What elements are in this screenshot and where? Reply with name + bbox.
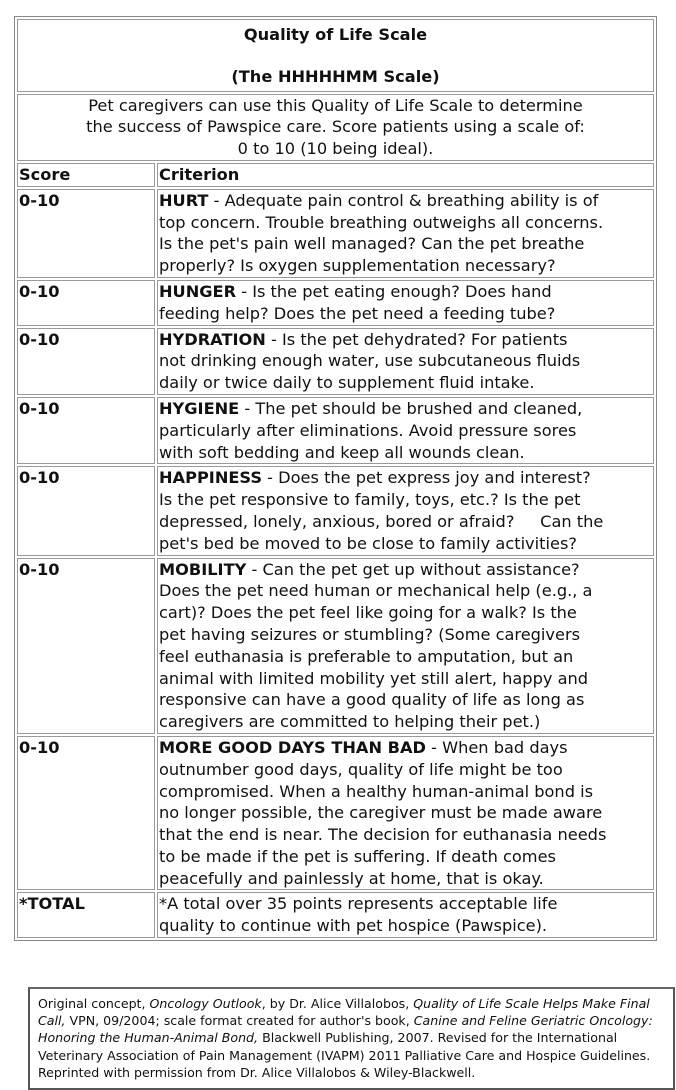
header-score: Score: [17, 163, 155, 187]
criterion-line: [159, 689, 652, 711]
criterion-text: Is the pet's pain well managed? Can the pet breathe: [159, 234, 585, 254]
criterion-line: [159, 893, 652, 915]
criterion-cell: [157, 328, 654, 395]
criterion-text: cart)? Does the pet feel like going for a walk? Is the: [159, 603, 577, 623]
quality-of-life-document: [14, 16, 657, 1080]
criterion-name: HYGIENE: [159, 398, 240, 418]
criterion-line: [159, 646, 652, 668]
score-cell: 0-10: [17, 189, 155, 278]
criterion-text: peacefully and painlessly at home, that is okay.: [159, 868, 544, 888]
criterion-text: depressed, lonely, anxious, bored or afraid? Can the: [159, 511, 604, 531]
criterion-line: [159, 489, 652, 511]
criterion-name: HUNGER: [159, 281, 237, 301]
score-cell: 0-10: [17, 397, 155, 464]
criterion-line: [159, 559, 652, 581]
criterion-text: - Does the pet express joy and interest?: [262, 468, 591, 488]
criterion-text: Is the pet responsive to family, toys, etc.? Is the pet: [159, 490, 581, 510]
criterion-line: [159, 624, 652, 646]
criterion-text: feeding help? Does the pet need a feeding tube?: [159, 303, 556, 323]
criterion-line: [159, 915, 652, 937]
criterion-text: - When bad days: [425, 737, 568, 757]
criterion-text: that the end is near. The decision for euthanasia needs: [159, 825, 607, 845]
criterion-text: daily or twice daily to supplement fluid intake.: [159, 373, 535, 393]
title-cell: [17, 19, 654, 92]
criterion-cell: [157, 280, 654, 326]
criterion-line: [159, 533, 652, 555]
criterion-line: [159, 668, 652, 690]
criterion-text: with soft bedding and keep all wounds clean.: [159, 442, 525, 462]
score-cell: 0-10: [17, 280, 155, 326]
criterion-cell: [157, 189, 654, 278]
criterion-text: pet having seizures or stumbling? (Some caregivers: [159, 624, 581, 644]
criterion-line: [159, 350, 652, 372]
criterion-name: HYDRATION: [159, 329, 266, 349]
criterion-text: feel euthanasia is preferable to amputation, but an: [159, 646, 574, 666]
table-row: [17, 328, 654, 395]
criterion-line: [159, 824, 652, 846]
criterion-line: [159, 602, 652, 624]
criterion-text: - Is the pet eating enough? Does hand: [236, 281, 552, 301]
header-criterion: Criterion: [157, 163, 654, 187]
criterion-name: MOBILITY: [159, 559, 247, 579]
intro-line: Pet caregivers can use this Quality of Life Scale to determine: [88, 95, 583, 115]
criterion-line: [159, 737, 652, 759]
page-title: Quality of Life Scale: [243, 25, 428, 44]
criterion-line: [159, 759, 652, 781]
criterion-line: [159, 511, 652, 533]
criterion-text: particularly after eliminations. Avoid pressure sores: [159, 420, 577, 440]
criterion-cell: [157, 466, 654, 555]
criterion-line: [159, 303, 652, 325]
criterion-cell: [157, 892, 654, 938]
citation-text: , by Dr. Alice Villalobos,: [261, 996, 414, 1011]
criterion-text: - Can the pet get up without assistance?: [246, 559, 580, 579]
criterion-line: [159, 212, 652, 234]
citation-text: VPN, 09/2004; scale format created for author's book,: [65, 1013, 414, 1029]
table-row: [17, 397, 654, 464]
table-row: [17, 280, 654, 326]
criterion-name: HURT: [159, 190, 209, 210]
criterion-line: [159, 420, 652, 442]
table-row: [17, 466, 654, 555]
criterion-text: - Adequate pain control & breathing ability is of: [208, 190, 599, 210]
score-cell: 0-10: [17, 466, 155, 555]
criterion-line: [159, 329, 652, 351]
criterion-text: quality to continue with pet hospice (Pawspice).: [159, 916, 548, 936]
criterion-cell: [157, 397, 654, 464]
table-row: [17, 892, 654, 938]
page-subtitle: (The HHHHHMM Scale): [231, 66, 440, 86]
criterion-text: caregivers are committed to helping their pet.): [159, 712, 541, 732]
criterion-line: [159, 233, 652, 255]
criterion-line: [159, 255, 652, 277]
citation-text: Original concept,: [38, 996, 150, 1011]
score-cell: 0-10: [17, 328, 155, 395]
criterion-text: pet's bed be moved to be close to family activities?: [159, 533, 577, 553]
criterion-text: no longer possible, the caregiver must be made aware: [159, 803, 603, 823]
criterion-line: [159, 467, 652, 489]
criterion-text: animal with limited mobility yet still alert, happy and: [159, 668, 589, 688]
table-row: [17, 736, 654, 891]
citation-title: Canine and Feline Geriatric Oncology: Honoring the Human-Animal Bond,: [38, 1013, 653, 1046]
criterion-text: responsive can have a good quality of life as long as: [159, 690, 585, 710]
criterion-line: [159, 580, 652, 602]
criterion-text: properly? Is oxygen supplementation necessary?: [159, 256, 556, 276]
criterion-text: *A total over 35 points represents acceptable life: [159, 894, 558, 914]
criterion-text: top concern. Trouble breathing outweighs all concerns.: [159, 212, 604, 232]
score-cell: 0-10: [17, 736, 155, 891]
criterion-cell: [157, 558, 654, 734]
citation-footer: [28, 987, 675, 1090]
criterion-text: to be made if the pet is suffering. If death comes: [159, 846, 556, 866]
criterion-text: not drinking enough water, use subcutaneous fluids: [159, 351, 581, 371]
criterion-line: [159, 711, 652, 733]
criterion-text: - The pet should be brushed and cleaned,: [239, 398, 583, 418]
criterion-cell: [157, 736, 654, 891]
criterion-text: outnumber good days, quality of life might be too: [159, 759, 563, 779]
intro-line: the success of Pawspice care. Score patients using a scale of:: [86, 117, 585, 137]
score-cell: *TOTAL: [17, 892, 155, 938]
criterion-name: MORE GOOD DAYS THAN BAD: [159, 737, 426, 757]
criterion-name: HAPPINESS: [159, 468, 263, 488]
criterion-text: compromised. When a healthy human-animal bond is: [159, 781, 594, 801]
intro-cell: [17, 94, 654, 161]
quality-of-life-table: [14, 16, 657, 941]
score-cell: 0-10: [17, 558, 155, 734]
citation-title: Oncology Outlook: [149, 996, 262, 1011]
criterion-text: Does the pet need human or mechanical help (e.g., a: [159, 581, 593, 601]
intro-line: 0 to 10 (10 being ideal).: [237, 139, 434, 159]
criterion-line: [159, 846, 652, 868]
citation-title: Quality of Life Scale Helps Make Final Call,: [38, 996, 650, 1029]
criterion-line: [159, 281, 652, 303]
criterion-line: [159, 802, 652, 824]
criterion-line: [159, 190, 652, 212]
criterion-line: [159, 442, 652, 464]
criterion-line: [159, 372, 652, 394]
criterion-line: [159, 868, 652, 890]
criterion-line: [159, 781, 652, 803]
criterion-line: [159, 398, 652, 420]
table-row: [17, 189, 654, 278]
citation-text: Blackwell Publishing, 2007. Revised for the International Veterinary Association of Pain Management (IVAPM) 2011 Palliative Care and Hospice Guidelines. Reprinted with permission from Dr. Alice Villalobos & Wiley-Blackwell.: [38, 1030, 651, 1080]
table-row: [17, 558, 654, 734]
criterion-text: - Is the pet dehydrated? For patients: [265, 329, 568, 349]
